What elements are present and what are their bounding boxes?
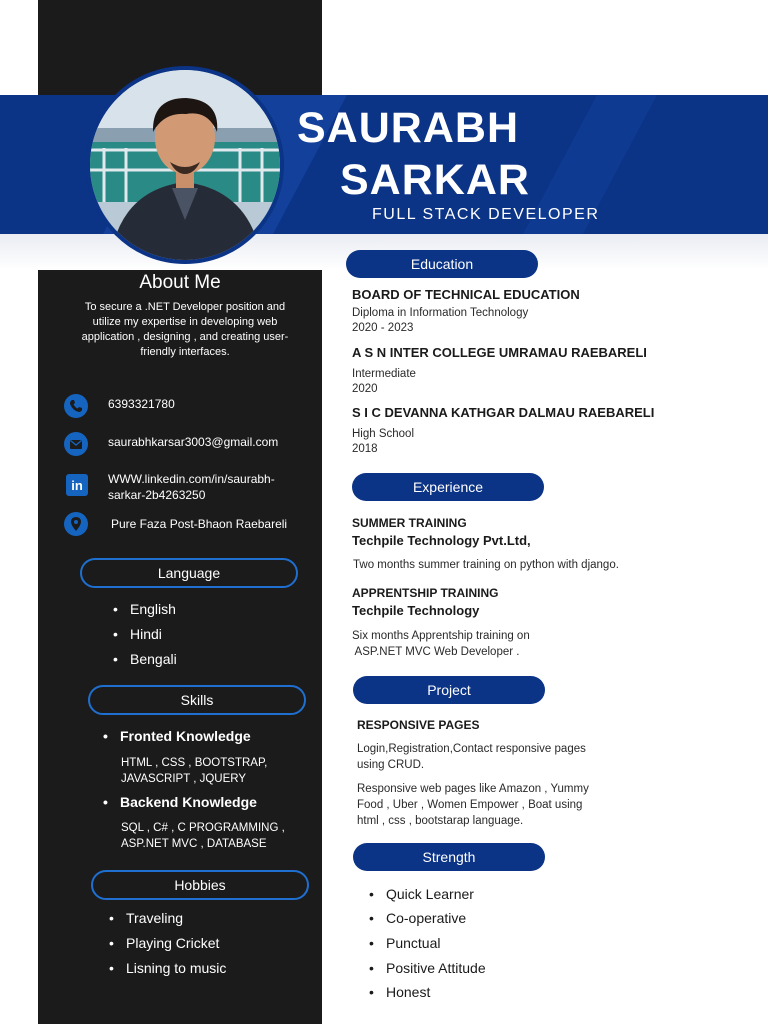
project-description bbox=[357, 741, 586, 773]
profile-photo bbox=[86, 66, 284, 264]
linkedin-url bbox=[108, 471, 275, 503]
education-school: A S N INTER COLLEGE UMRAMAU RAEBARELI bbox=[352, 345, 647, 360]
phone-number: 6393321780 bbox=[108, 397, 175, 411]
education-detail: Diploma in Information Technology bbox=[352, 307, 529, 319]
education-detail: High School bbox=[352, 428, 415, 440]
strength-item: • Co-operative bbox=[386, 910, 466, 926]
strength-heading: Strength bbox=[353, 843, 545, 871]
education-years: 2018 bbox=[352, 443, 378, 455]
skill-group-detail bbox=[121, 820, 285, 852]
language-item: • English bbox=[130, 601, 176, 617]
experience-company: Techpile Technology bbox=[352, 603, 480, 618]
last-name: SARKAR bbox=[340, 156, 530, 204]
language-item: • Bengali bbox=[130, 651, 177, 667]
email-icon bbox=[64, 432, 88, 456]
about-title: About Me bbox=[139, 272, 221, 293]
education-heading: Education bbox=[346, 250, 538, 278]
linkedin-url-line1: WWW.linkedin.com/in/saurabh- bbox=[108, 472, 275, 486]
project-title: RESPONSIVE PAGES bbox=[357, 718, 480, 732]
skill-group-detail bbox=[121, 755, 267, 787]
linkedin-icon bbox=[66, 474, 88, 496]
experience-company: Techpile Technology Pvt.Ltd, bbox=[352, 533, 531, 548]
skills-heading: Skills bbox=[88, 685, 306, 715]
hobby-item: • Traveling bbox=[126, 910, 183, 926]
experience-description-line: Six months Apprentship training on bbox=[352, 630, 530, 642]
strength-item: • Quick Learner bbox=[386, 886, 474, 902]
skill-detail-line: JAVASCRIPT , JQUERY bbox=[121, 773, 247, 785]
skill-detail-line: SQL , C# , C PROGRAMMING , bbox=[121, 822, 285, 834]
education-years: 2020 bbox=[352, 383, 378, 395]
email-address: saurabhkarsar3003@gmail.com bbox=[108, 435, 279, 449]
project-description-line: Responsive web pages like Amazon , Yummy bbox=[357, 783, 589, 795]
skill-detail-line: HTML , CSS , BOOTSTRAP, bbox=[121, 757, 268, 769]
experience-title: APPRENTSHIP TRAINING bbox=[352, 586, 499, 600]
experience-description-line: ASP.NET MVC Web Developer . bbox=[352, 646, 520, 658]
address: Pure Faza Post-Bhaon Raebareli bbox=[111, 517, 288, 531]
project-description-line: html , css , bootstarap language. bbox=[357, 815, 524, 827]
project-description-line: using CRUD. bbox=[357, 759, 425, 771]
skill-detail-line: ASP.NET MVC , DATABASE bbox=[121, 838, 267, 850]
education-school: S I C DEVANNA KATHGAR DALMAU RAEBARELI bbox=[352, 405, 655, 420]
experience-description: Two months summer training on python with django. bbox=[353, 559, 619, 571]
language-item: • Hindi bbox=[130, 626, 162, 642]
skill-group-title: • Backend Knowledge bbox=[120, 794, 257, 810]
hobby-item: • Lisning to music bbox=[126, 960, 226, 976]
phone-icon bbox=[64, 394, 88, 418]
job-title: FULL STACK DEVELOPER bbox=[372, 206, 600, 223]
education-years: 2020 - 2023 bbox=[352, 322, 414, 334]
strength-item: • Honest bbox=[386, 984, 430, 1000]
profile-photo-illustration bbox=[90, 70, 280, 260]
project-description bbox=[357, 781, 589, 829]
experience-heading: Experience bbox=[352, 473, 544, 501]
skill-group-title: • Fronted Knowledge bbox=[120, 728, 251, 744]
first-name: SAURABH bbox=[297, 104, 519, 152]
language-heading: Language bbox=[80, 558, 298, 588]
project-description-line: Food , Uber , Women Empower , Boat using bbox=[357, 799, 583, 811]
project-description-line: Login,Registration,Contact responsive pages bbox=[357, 743, 586, 755]
experience-description bbox=[352, 628, 530, 660]
experience-title: SUMMER TRAINING bbox=[352, 516, 467, 530]
location-icon bbox=[64, 512, 88, 536]
svg-text:in: in bbox=[71, 478, 83, 493]
project-heading: Project bbox=[353, 676, 545, 704]
hobby-item: • Playing Cricket bbox=[126, 935, 219, 951]
strength-item: • Positive Attitude bbox=[386, 960, 486, 976]
education-school: BOARD OF TECHNICAL EDUCATION bbox=[352, 287, 580, 302]
linkedin-url-line2: sarkar-2b4263250 bbox=[108, 488, 206, 502]
hobbies-heading: Hobbies bbox=[91, 870, 309, 900]
about-text: To secure a .NET Developer position and utilize my expertise in developing web application , designing , and creating user-friendly interfaces. bbox=[81, 301, 289, 358]
strength-item: • Punctual bbox=[386, 935, 440, 951]
education-detail: Intermediate bbox=[352, 368, 416, 380]
